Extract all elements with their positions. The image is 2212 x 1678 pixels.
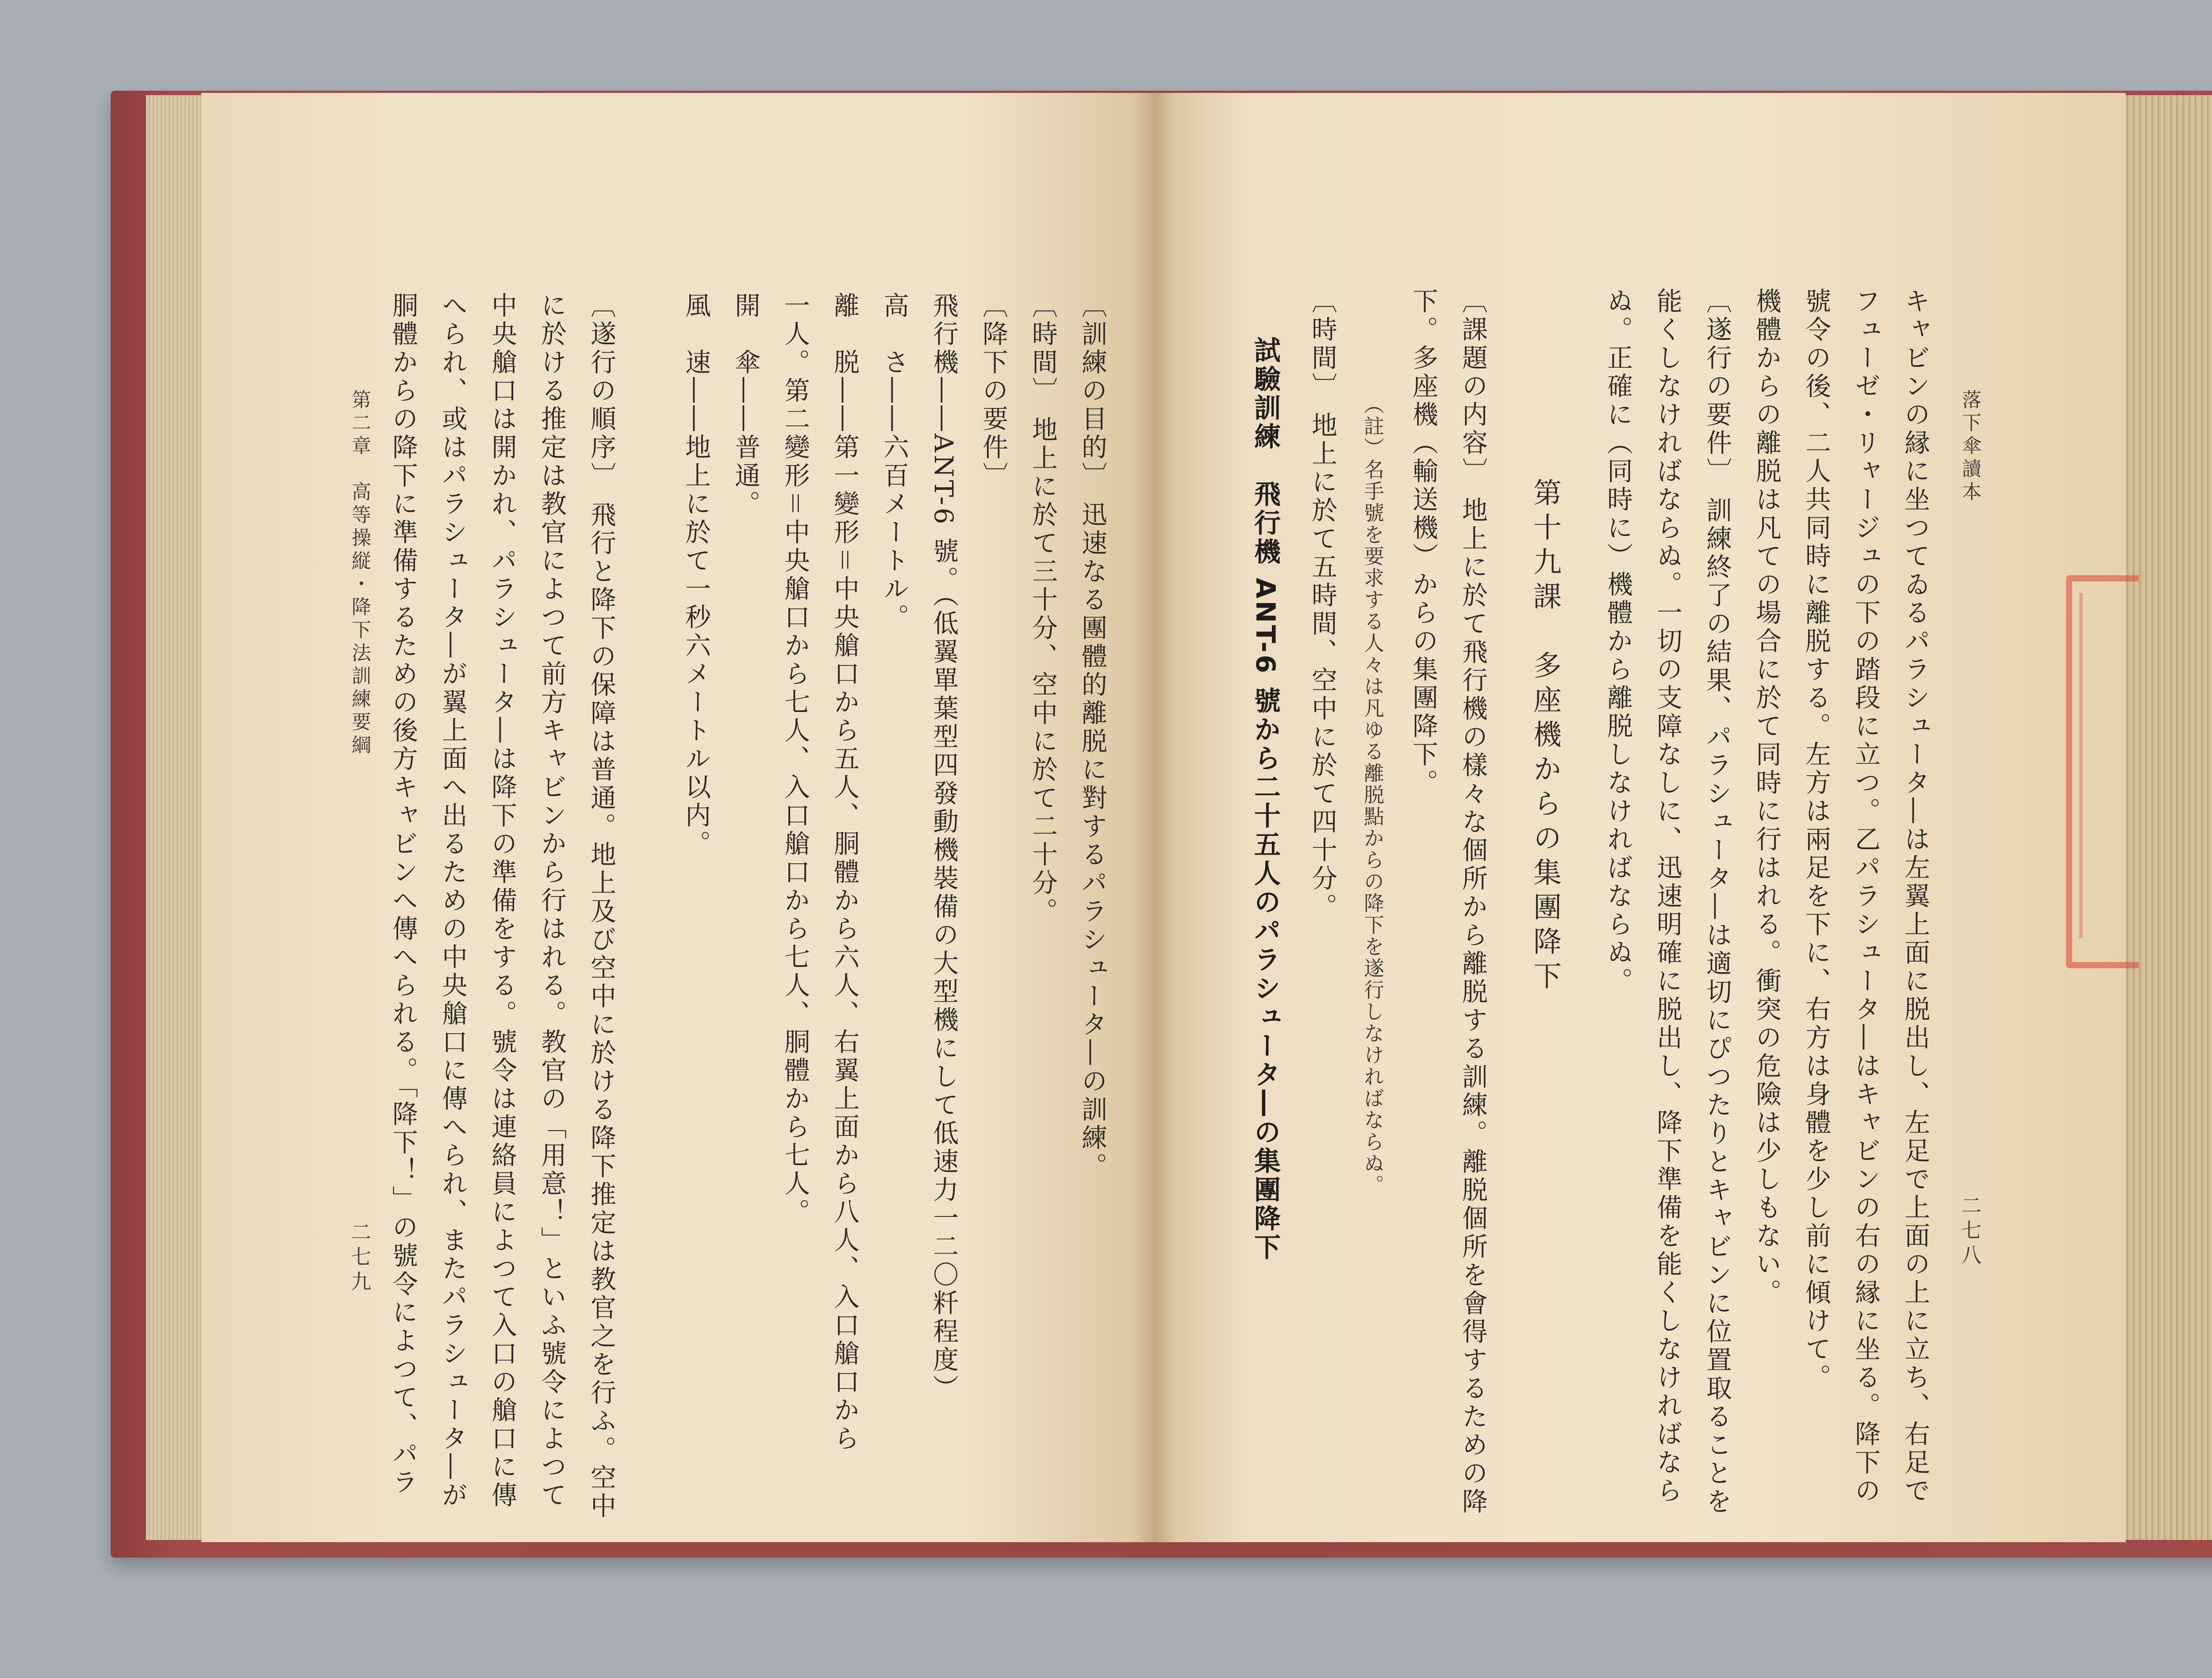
right-page [1152,93,2126,1542]
left-col-11: に於ける推定は教官によつて前方キャビンから行はれる。教官の「用意！」といふ號令によつて [537,292,567,1510]
right-col-2: フューゼ・リャージュの下の踏段に立つ。乙パラシュータ―はキャビンの右の縁に坐る。降下の [1851,288,1881,1505]
test-training-heading: 試驗訓練 飛行機 ANT-6 號から二十五人のパラシュータ―の集團降下 [1250,336,1281,1262]
right-col-6: 能くしなければならぬ。一切の支障なしに、迅速明確に脱出し、降下準備を能くしなければなら [1652,288,1682,1505]
left-col-7: 一人。第二變形＝中央艙口から七人、入口艙口から七人、胴體から七人。 [780,292,810,1227]
left-col-12: 中央艙口は開かれ、パラシュータ―は降下の準備をする。號令は連絡員によつて入口の艙口に傳 [487,292,517,1510]
left-footer-chapter: 第二章 高等操縦・降下法訓練要綱 [348,389,371,758]
right-col-1: キャビンの縁に坐つてゐるパラシュータ―は左翼上面に脱出し、左足で上面の上に立ち、右足で [1900,288,1930,1505]
book-gutter [1133,93,1177,1542]
left-col-14: 胴體からの降下に準備するための後方キャビンへ傳へられる。「降下！」の號令によつて、パラ [388,292,418,1497]
right-col-task-1: 〔課題の内容〕 地上に於て飛行機の樣々な個所から離脱する訓練。離脱個所を會得するための降 [1458,288,1488,1516]
left-col-6: 離 脱――第一變形＝中央艙口から五人、胴體から六人、右翼上面から八人、入口艙口から [830,292,860,1453]
left-col-4: 飛行機――ANT-6 號。（低翼單葉型四發動機裝備の大型機にして低速力一二〇粁程度） [929,292,959,1403]
left-col-3: 〔降下の要件〕 [978,292,1008,490]
left-col-5: 高 さ――六百メートル。 [879,292,909,632]
left-col-9: 風 速――地上に於て一秒六メートル以内。 [681,292,711,858]
left-col-1: 〔訓練の目的〕 迅速なる團體的離脱に對するパラシュータ―の訓練。 [1077,292,1107,1181]
left-col-2: 〔時間〕 地上に於て三十分、空中に於て二十分。 [1028,292,1058,926]
right-time: 〔時間〕 地上に於て五時間、空中に於て四十分。 [1307,288,1337,922]
right-col-5: 〔遂行の要件〕 訓練終了の結果、パラシュータ―は適切にぴつたりとキャビンに位置取ることを [1702,288,1732,1516]
left-col-13: へられ、或はパラシュータ―が翼上面へ出るための中央艙口に傳へられ、またパラシュータ―が [438,292,468,1510]
left-page-number: 二七九 [348,1221,372,1296]
left-page [201,93,1152,1542]
left-col-10: 〔遂行の順序〕 飛行と降下の保障は普通。地上及び空中に於ける降下推定は教官之を行ふ。空中 [586,292,616,1521]
right-col-task-2: 下。多座機（輸送機）からの集團降下。 [1408,288,1438,797]
right-note: （註）名手號を要求する人々は凡ゆる離脱點からの降下を遂行しなければならぬ。 [1361,394,1385,1196]
running-head: 落下傘讀本 [1959,389,1981,504]
right-col-7: ぬ。正確に（同時に）機體から離脱しなければならぬ。 [1603,288,1633,996]
left-col-8: 開 傘――普通。 [730,292,760,519]
right-col-3: 號令の後、二人共同時に離脱する。左方は兩足を下に、右方は身體を少し前に傾けて。 [1801,288,1831,1392]
lesson-title: 第十九課 多座機からの集團降下 [1528,478,1561,996]
right-page-number: 二七八 [1958,1195,1982,1269]
left-page-edges [146,95,208,1540]
red-stamp-inner-mark [2079,593,2109,938]
right-col-4: 機體からの離脱は凡ての場合に於て同時に行はれる。衝突の危險は少しもない。 [1751,288,1782,1307]
